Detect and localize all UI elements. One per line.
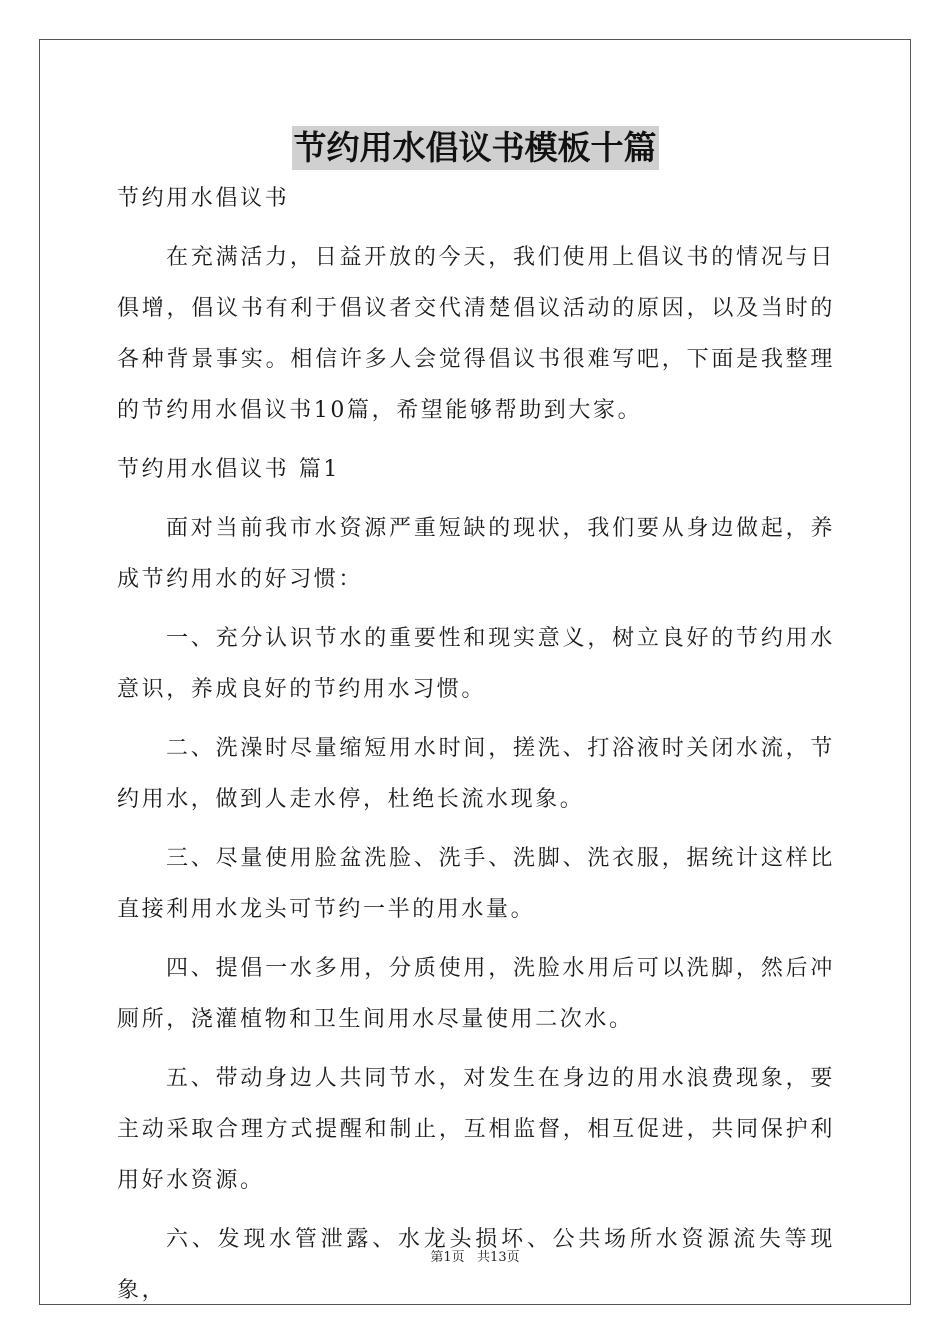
page-number: 第1页 共13页 xyxy=(430,1250,520,1265)
document-body xyxy=(117,173,835,1324)
document-title: 节约用水倡议书模板十篇 xyxy=(292,126,659,170)
body-paragraph: 六、发现水管泄露、水龙头损坏、公共场所水资源流失等现象， xyxy=(117,1227,835,1303)
section-heading: 节约用水倡议书 篇1 xyxy=(117,457,340,482)
body-paragraph: 面对当前我市水资源严重短缺的现状，我们要从身边做起，养成节约用水的好习惯： xyxy=(117,516,835,592)
body-paragraph: 三、尽量使用脸盆洗脸、洗手、洗脚、洗衣服，据统计这样比直接利用水龙头可节约一半的用水量。 xyxy=(117,846,835,922)
page-footer xyxy=(0,1249,950,1267)
title-container xyxy=(0,126,950,170)
intro-paragraph: 在充满活力，日益开放的今天，我们使用上倡议书的情况与日俱增，倡议书有利于倡议者交代清楚倡议活动的原因，以及当时的各种背景事实。相信许多人会觉得倡议书很难写吧，下面是我整理的节约用水倡议书10篇，希望能够帮助到大家。 xyxy=(117,245,835,423)
section-heading: 节约用水倡议书 xyxy=(117,186,290,211)
body-paragraph: 五、带动身边人共同节水，对发生在身边的用水浪费现象，要主动采取合理方式提醒和制止，互相监督，相互促进，共同保护利用好水资源。 xyxy=(117,1066,835,1193)
body-paragraph: 四、提倡一水多用，分质使用，洗脸水用后可以洗脚，然后冲厕所，浇灌植物和卫生间用水尽量使用二次水。 xyxy=(117,956,835,1032)
body-paragraph: 二、洗澡时尽量缩短用水时间，搓洗、打浴液时关闭水流，节约用水，做到人走水停，杜绝长流水现象。 xyxy=(117,736,835,812)
body-paragraph: 一、充分认识节水的重要性和现实意义，树立良好的节约用水意识，养成良好的节约用水习惯。 xyxy=(117,626,835,702)
